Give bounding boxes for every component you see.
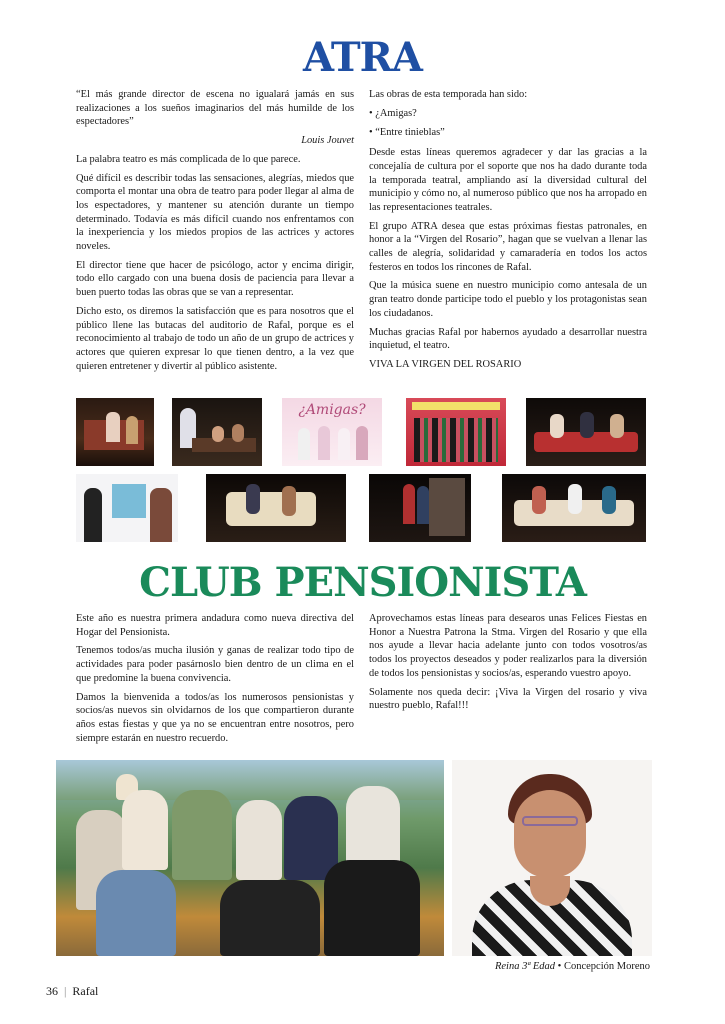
poster-title: ¿Amigas? (298, 402, 366, 418)
atra-title: ATRA (303, 34, 422, 81)
portrait-caption (450, 961, 650, 972)
theater-photo (406, 398, 506, 466)
atra-closing: VIVA LA VIRGEN DEL ROSARIO (369, 358, 522, 370)
club-paragraph: Este año es nuestra primera andadura como nueva directiva del Hogar del Pensionista. (76, 613, 354, 638)
atra-works-intro: Las obras de esta temporada han sido: (369, 89, 528, 100)
atra-paragraph: El director tiene que hacer de psicólogo, actor y encima dirigir, todo ello cargado con una buena dosis de paciencia para llevar a buen puerto todas las obras que se van a representar. (76, 259, 354, 299)
club-left-column (76, 612, 354, 750)
atra-paragraph: Desde estas líneas queremos agradecer y dar las gracias a la concejalía de cultura por el soporte que nos ha dado durante toda la temporada teatral, ampliando así la diversidad cultural del municipio y cómo no, al numeroso público que nos ha arropado en las representaciones teatrales. (369, 147, 647, 213)
theater-photo (526, 398, 646, 466)
group-photo (56, 760, 444, 956)
atra-paragraph: Qué difícil es describir todas las sensaciones, alegrías, miedos que comporta el montar una obra de teatro para poder llegar al alma de los espectadores, y mantener su atención durante un tiempo determinado. Todavía es más difícil cuando nos enfrentamos con la inexperiencia y los miedos propios de las actrices y actores noveles. (76, 172, 354, 253)
atra-quote: “El más grande director de escena no igualará jamás en sus realizaciones a los sueños imaginarios del más humilde de los espectadores” (76, 89, 354, 128)
amigas-poster (282, 398, 382, 466)
atra-paragraph: Muchas gracias Rafal por habernos ayudado a desarrollar nuestra inquietud, el teatro. (369, 326, 647, 352)
theater-photo (76, 474, 178, 542)
caption-title: Reina 3ª Edad (494, 961, 556, 972)
publication-name: Rafal (72, 984, 99, 998)
atra-works-list (369, 107, 647, 140)
theater-photo (369, 474, 471, 542)
theater-photo (172, 398, 262, 466)
atra-paragraph: El grupo ATRA desea que estas próximas fiestas patronales, en honor a la “Virgen del Rosario”, hagan que se vuelvan a llenar las calles de alegría, solidaridad y camaradería en todos los actos festeros en todos los rincones de Rafal. (369, 220, 647, 273)
atra-right-column (369, 88, 647, 377)
portrait-photo (452, 760, 652, 956)
caption-bullet: • (557, 961, 562, 972)
atra-paragraph: Dicho esto, os diremos la satisfacción que es para nosotros que el público llene las butacas del auditorio de Rafal, porque es el reconocimiento al trabajo de todo un año de un grupo de actrices y actores que quieren expresar lo que tienen dentro, a la vez que quieren entretener y divertir al público asistente. (76, 305, 354, 372)
theater-photo (502, 474, 646, 542)
atra-paragraph: Que la música suene en nuestro municipio como antesala de un gran teatro donde participe todo el pueblo y los protagonistas sean los ciudadanos. (369, 280, 647, 319)
theater-photo (76, 398, 154, 466)
club-right-column (369, 612, 647, 718)
footer-separator: | (64, 984, 67, 998)
page-number: 36 (46, 984, 58, 998)
page-footer (46, 984, 98, 999)
club-paragraph: Tenemos todos/as mucha ilusión y ganas de realizar todo tipo de actividades para poder pasárnoslo bien dentro de un clima en el que predomine la buena convivencia. (76, 645, 354, 684)
atra-work-item: • ¿Amigas? (369, 107, 647, 121)
club-title: CLUB PENSIONISTA (139, 559, 586, 606)
atra-work-item: • “Entre tinieblas” (369, 126, 647, 140)
atra-left-column (76, 88, 354, 378)
atra-quote-author: Louis Jouvet (301, 135, 354, 147)
club-paragraph: Solamente nos queda decir: ¡Viva la Virgen del rosario y viva nuestro pueblo, Rafal!!! (369, 686, 647, 712)
theater-photo (206, 474, 346, 542)
atra-paragraph: La palabra teatro es más complicada de lo que parece. (76, 153, 301, 165)
club-paragraph: Aprovechamos estas líneas para desearos unas Felices Fiestas en Honor a Nuestra Patrona la Stma. Virgen del Rosario y que ella nos ayude a llevar hacia adelante junto con todos vosotros/as todos los proyectos deseados y poder realizarlos para la diversión de todos los pensionistas y socios/as, esperando vuestro apoyo. (369, 613, 647, 679)
club-paragraph: Damos la bienvenida a todos/as los numerosos pensionistas y socios/as nuevos sin olvidarnos de los que compartieron durante años estas fiestas y que ya no se encuentran entre nosotros, pero siempre estarán en nuestro recuerdo. (76, 691, 354, 744)
caption-name: Concepción Moreno (563, 961, 650, 972)
